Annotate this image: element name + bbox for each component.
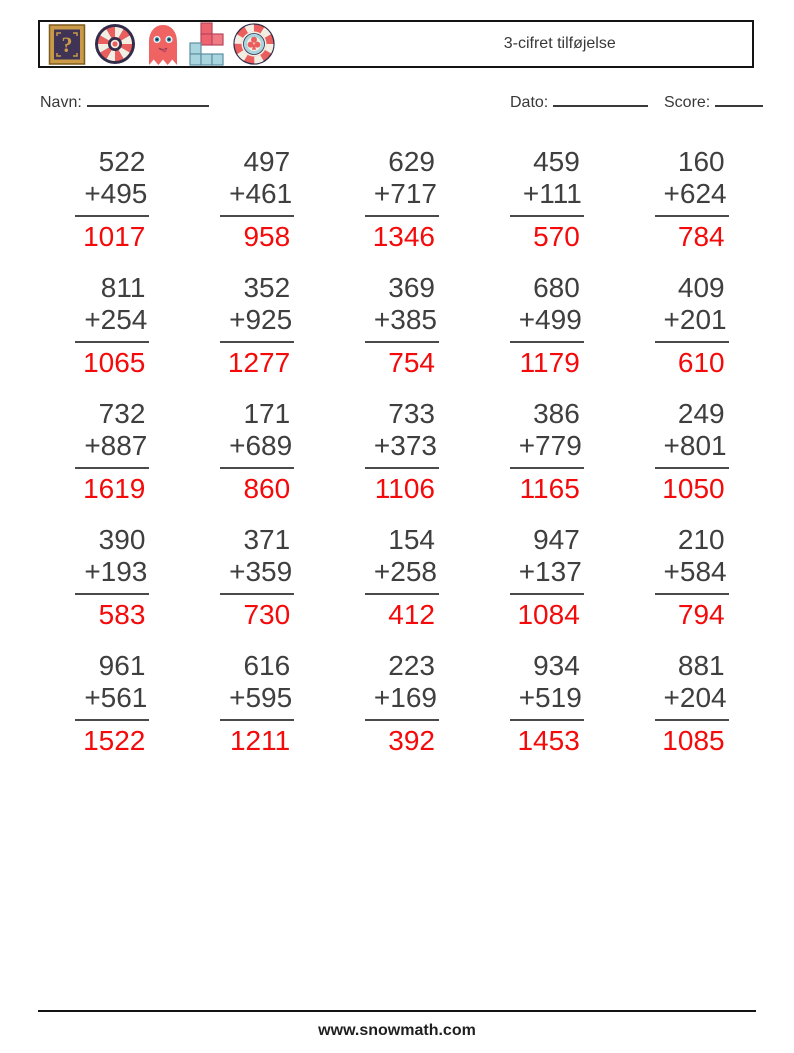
top-addend: 961 xyxy=(98,650,146,681)
addition-problem xyxy=(365,272,439,379)
answer-value: 1050 xyxy=(662,473,725,504)
sum-line xyxy=(655,341,729,343)
addition-problem xyxy=(655,650,729,757)
sum-line xyxy=(75,467,149,469)
sum-line xyxy=(510,215,584,217)
sum-line xyxy=(220,215,294,217)
date-field xyxy=(510,92,648,112)
answer-value: 583 xyxy=(98,599,146,630)
sum-line xyxy=(220,719,294,721)
bottom-addend: +595 xyxy=(229,682,293,713)
answer-value: 1277 xyxy=(227,347,291,378)
sum-line xyxy=(655,593,729,595)
addition-problem xyxy=(75,272,149,379)
top-addend: 881 xyxy=(677,650,725,681)
answer-value: 784 xyxy=(677,221,725,252)
sum-line xyxy=(75,215,149,217)
answer-value: 958 xyxy=(243,221,291,252)
sum-line xyxy=(75,593,149,595)
addition-problem xyxy=(220,524,294,631)
tetris-icon xyxy=(189,22,225,66)
top-addend: 249 xyxy=(677,398,725,429)
bottom-addend: +925 xyxy=(229,304,293,335)
answer-value: 1106 xyxy=(374,473,435,504)
name-label: Navn: xyxy=(40,94,82,111)
question-card-icon xyxy=(48,22,86,66)
top-addend: 629 xyxy=(388,146,435,177)
top-addend: 386 xyxy=(533,398,580,429)
top-addend: 210 xyxy=(677,524,725,555)
answer-value: 860 xyxy=(243,473,291,504)
answer-value: 1065 xyxy=(83,347,146,378)
name-blank-line xyxy=(87,92,209,107)
top-addend: 732 xyxy=(98,398,146,429)
sum-line xyxy=(655,215,729,217)
top-addend: 171 xyxy=(243,398,291,429)
bottom-addend: +624 xyxy=(663,178,727,209)
sum-line xyxy=(220,467,294,469)
top-addend: 733 xyxy=(388,398,435,429)
sum-line xyxy=(510,593,584,595)
date-label: Dato: xyxy=(510,94,549,111)
score-field xyxy=(664,92,763,112)
addition-problem xyxy=(655,272,729,379)
sum-line xyxy=(655,467,729,469)
svg-text:?: ? xyxy=(61,32,73,57)
name-field xyxy=(40,94,209,111)
bottom-addend: +111 xyxy=(522,178,582,209)
dartboard-icon xyxy=(93,22,137,66)
bottom-addend: +385 xyxy=(373,304,437,335)
sum-line xyxy=(365,593,439,595)
bottom-addend: +495 xyxy=(84,178,148,209)
addition-problem xyxy=(365,146,439,253)
answer-value: 1165 xyxy=(519,473,580,504)
addition-problem xyxy=(510,650,584,757)
top-addend: 371 xyxy=(243,524,291,555)
addition-problem xyxy=(365,398,439,505)
answer-value: 1453 xyxy=(517,725,580,756)
addition-problem xyxy=(220,650,294,757)
top-addend: 223 xyxy=(388,650,435,681)
answer-value: 392 xyxy=(388,725,435,756)
answer-value: 412 xyxy=(388,599,435,630)
top-addend: 934 xyxy=(533,650,580,681)
top-addend: 390 xyxy=(98,524,146,555)
sum-line xyxy=(220,593,294,595)
bottom-addend: +359 xyxy=(229,556,293,587)
answer-value: 570 xyxy=(533,221,580,252)
bottom-addend: +801 xyxy=(663,430,727,461)
sum-line xyxy=(655,719,729,721)
sum-line xyxy=(365,215,439,217)
answer-value: 1522 xyxy=(83,725,146,756)
bottom-addend: +519 xyxy=(518,682,582,713)
score-label: Score: xyxy=(664,94,711,111)
top-addend: 352 xyxy=(243,272,291,303)
top-addend: 947 xyxy=(533,524,580,555)
top-addend: 409 xyxy=(677,272,725,303)
sum-line xyxy=(510,719,584,721)
top-addend: 616 xyxy=(243,650,291,681)
header-icons xyxy=(48,22,276,66)
bottom-addend: +258 xyxy=(373,556,437,587)
answer-value: 1084 xyxy=(517,599,580,630)
addition-problem xyxy=(75,146,149,253)
bottom-addend: +373 xyxy=(373,430,437,461)
sum-line xyxy=(220,341,294,343)
addition-problem xyxy=(75,398,149,505)
top-addend: 680 xyxy=(533,272,580,303)
addition-problem xyxy=(510,524,584,631)
fields-row xyxy=(40,92,764,114)
answer-value: 1179 xyxy=(519,347,580,378)
problems-grid xyxy=(40,146,764,757)
date-blank-line xyxy=(553,92,648,107)
addition-problem xyxy=(510,272,584,379)
sum-line xyxy=(510,341,584,343)
ghost-icon xyxy=(144,22,182,66)
bottom-addend: +254 xyxy=(84,304,148,335)
top-addend: 369 xyxy=(388,272,435,303)
worksheet-title: 3-cifret tilføjelse xyxy=(503,35,616,52)
answer-value: 1346 xyxy=(372,221,435,252)
addition-problem xyxy=(220,398,294,505)
header xyxy=(38,20,754,68)
score-blank-line xyxy=(715,92,763,107)
answer-value: 1017 xyxy=(83,221,146,252)
footer-divider xyxy=(38,1010,756,1012)
top-addend: 522 xyxy=(98,146,146,177)
bottom-addend: +169 xyxy=(373,682,437,713)
addition-problem xyxy=(655,398,729,505)
sum-line xyxy=(365,467,439,469)
top-addend: 811 xyxy=(100,272,146,303)
bottom-addend: +499 xyxy=(518,304,582,335)
addition-problem xyxy=(655,146,729,253)
answer-value: 1211 xyxy=(229,725,291,756)
addition-problem xyxy=(365,524,439,631)
answer-value: 1085 xyxy=(662,725,725,756)
answer-value: 1619 xyxy=(83,473,146,504)
bottom-addend: +887 xyxy=(84,430,148,461)
bottom-addend: +204 xyxy=(663,682,727,713)
top-addend: 497 xyxy=(243,146,291,177)
addition-problem xyxy=(365,650,439,757)
bottom-addend: +561 xyxy=(84,682,148,713)
sum-line xyxy=(75,719,149,721)
sum-line xyxy=(75,341,149,343)
answer-value: 610 xyxy=(677,347,725,378)
bottom-addend: +137 xyxy=(518,556,582,587)
addition-problem xyxy=(75,650,149,757)
top-addend: 154 xyxy=(388,524,435,555)
answer-value: 730 xyxy=(243,599,291,630)
bottom-addend: +461 xyxy=(229,178,293,209)
sum-line xyxy=(365,341,439,343)
bottom-addend: +717 xyxy=(373,178,437,209)
addition-problem xyxy=(510,146,584,253)
bottom-addend: +201 xyxy=(663,304,727,335)
answer-value: 754 xyxy=(388,347,435,378)
website-text: www.snowmath.com xyxy=(318,1022,476,1039)
bottom-addend: +193 xyxy=(84,556,148,587)
answer-value: 794 xyxy=(677,599,725,630)
sum-line xyxy=(365,719,439,721)
addition-problem xyxy=(220,272,294,379)
poker-chip-icon xyxy=(232,22,276,66)
addition-problem xyxy=(75,524,149,631)
addition-problem xyxy=(220,146,294,253)
bottom-addend: +584 xyxy=(663,556,727,587)
bottom-addend: +689 xyxy=(229,430,293,461)
sum-line xyxy=(510,467,584,469)
addition-problem xyxy=(510,398,584,505)
top-addend: 459 xyxy=(533,146,580,177)
addition-problem xyxy=(655,524,729,631)
bottom-addend: +779 xyxy=(518,430,582,461)
top-addend: 160 xyxy=(677,146,725,177)
